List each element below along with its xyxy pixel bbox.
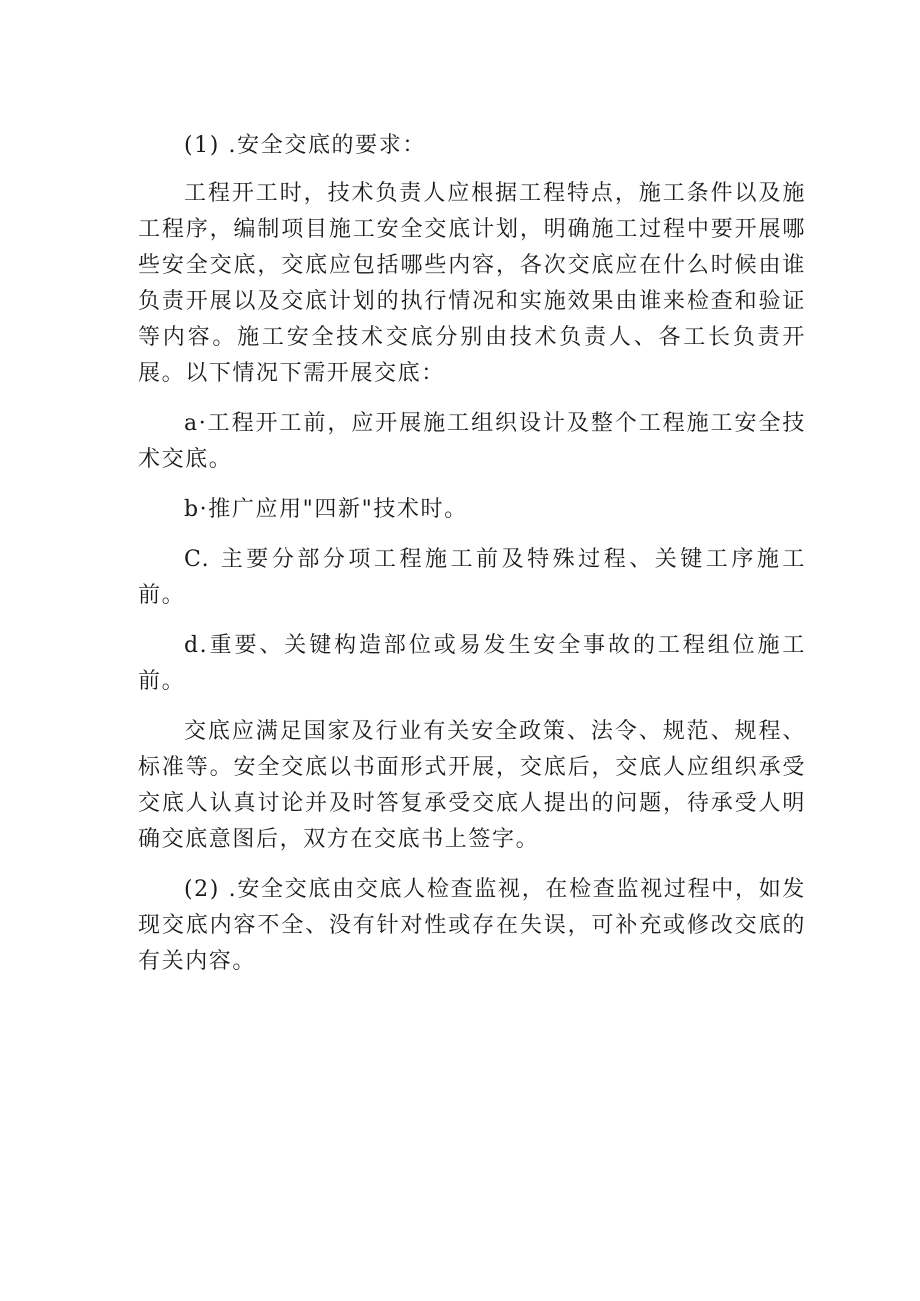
paragraph-requirements: 工程开工时，技术负责人应根据工程特点，施工条件以及施工程序，编制项目施工安全交底计划，明确施工过程中要开展哪些安全交底，交底应包括哪些内容，各次交底应在什么时候由谁负责开展以及交底计划的执行情况和实施效果由谁来检查和验证等内容。施工安全技术交底分别由技术负责人、各工长负责开展。以下情况下需开展交底： [138,181,806,386]
section-1-heading: (1) .安全交底的要求： [184,133,426,158]
list-item-c: C. 主要分部分项工程施工前及特殊过程、关键工序施工前。 [138,547,806,608]
paragraph-standards: 交底应满足国家及行业有关安全政策、法令、规范、规程、标准等。安全交底以书面形式开展，交底后，交底人应组织承受交底人认真讨论并及时答复承受交底人提出的问题，待承受人明确交底意图后，双方在交底书上签字。 [138,719,806,852]
list-item-b: b·推广应用"四新"技术时。 [184,497,468,522]
list-item-d: d.重要、关键构造部位或易发生安全事故的工程组位施工前。 [138,633,806,694]
document-body [138,128,806,980]
list-item-a: a·工程开工前，应开展施工组织设计及整个工程施工安全技术交底。 [138,411,806,472]
section-2-paragraph: (2) .安全交底由交底人检查监视，在检查监视过程中，如发现交底内容不全、没有针对性或存在失误，可补充或修改交底的有关内容。 [138,877,806,974]
